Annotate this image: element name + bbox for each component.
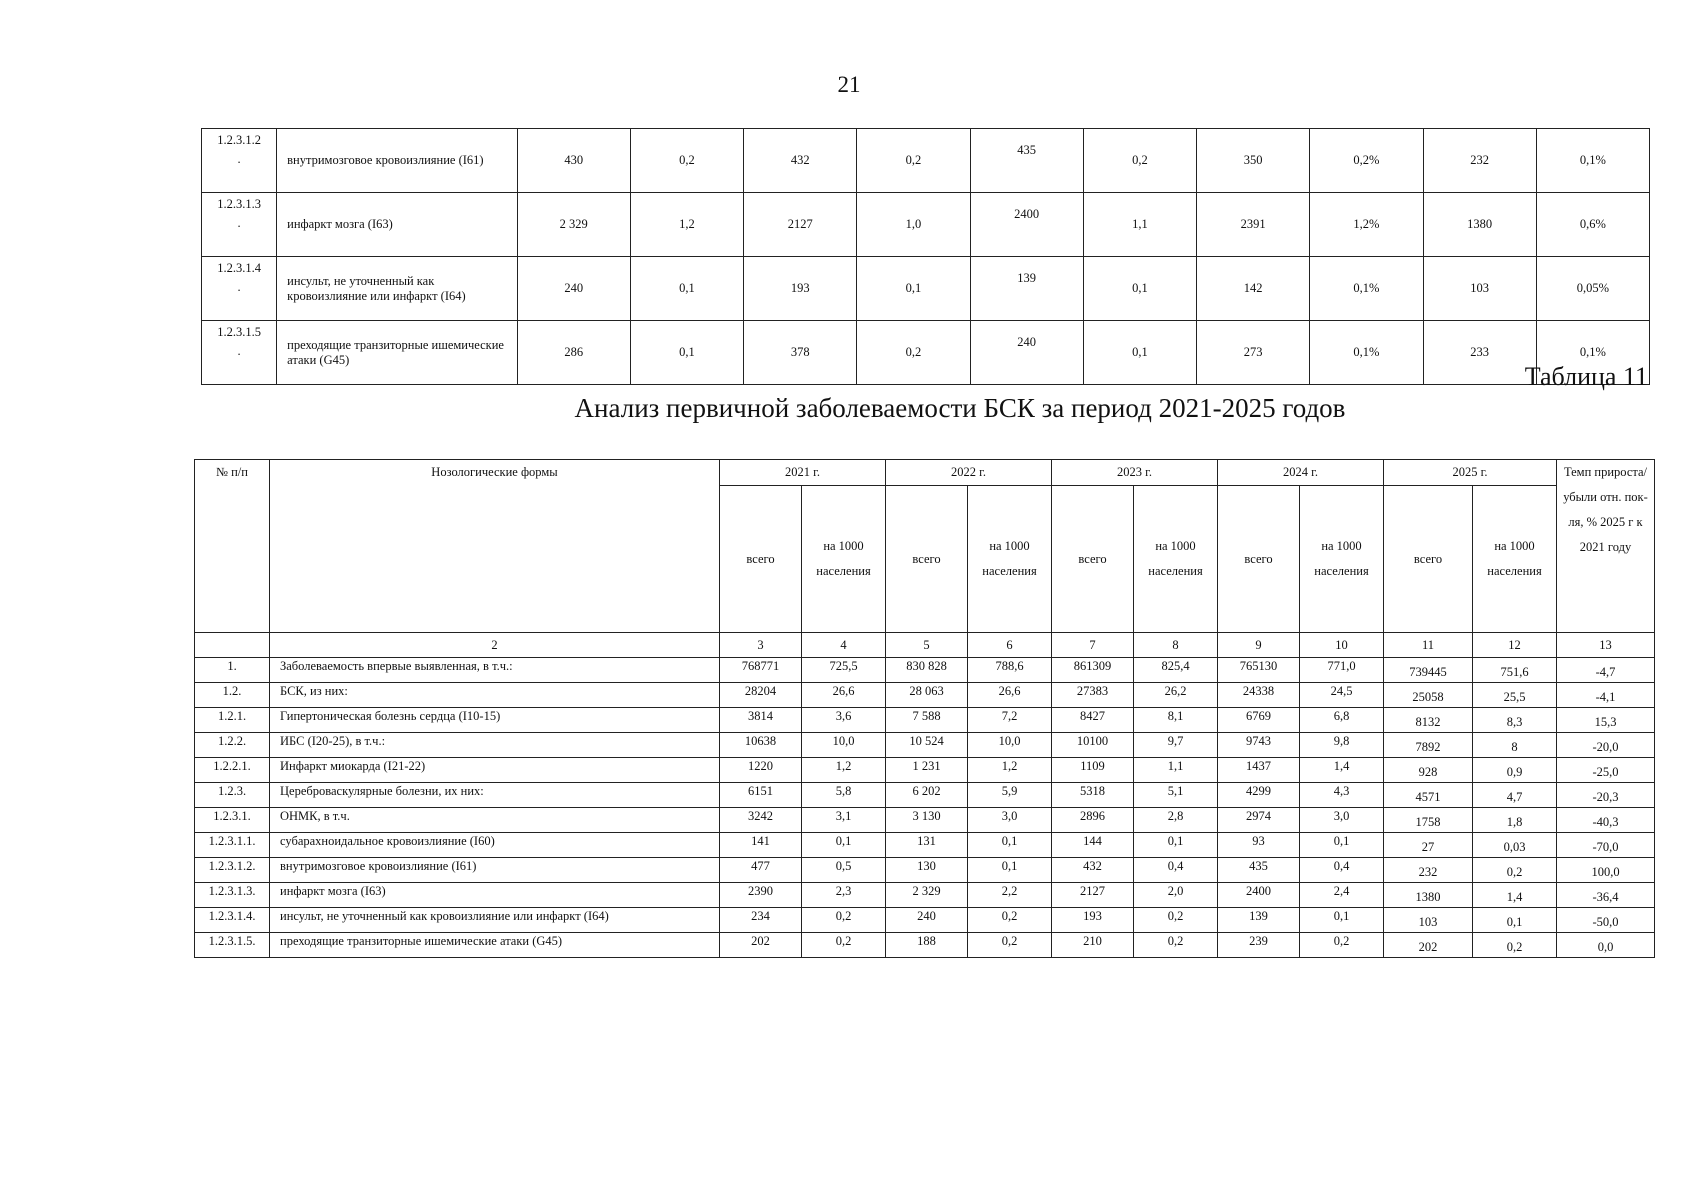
row-code: 1.2.1.: [195, 708, 270, 733]
row-value: 0,1: [857, 257, 970, 321]
column-number: 10: [1300, 633, 1384, 658]
row-value: 3,1: [802, 808, 886, 833]
row-value: 1,2%: [1310, 193, 1423, 257]
row-value: 0,2: [1473, 933, 1557, 958]
row-value: 9,8: [1300, 733, 1384, 758]
row-name: инсульт, не уточненный как кровоизлияние или инфаркт (I64): [270, 908, 720, 933]
row-value: 10,0: [802, 733, 886, 758]
row-value: 0,03: [1473, 833, 1557, 858]
table-row: [195, 658, 1655, 683]
row-value: 0,1%: [1310, 257, 1423, 321]
row-value: 240: [886, 908, 968, 933]
row-value: 1,2: [630, 193, 743, 257]
row-value: 861309: [1052, 658, 1134, 683]
row-value: 2896: [1052, 808, 1134, 833]
row-value: 25,5: [1473, 683, 1557, 708]
row-value: 0,2: [1083, 129, 1196, 193]
row-value: 3242: [720, 808, 802, 833]
row-value: 432: [1052, 858, 1134, 883]
column-number: 2: [270, 633, 720, 658]
row-value: 193: [1052, 908, 1134, 933]
row-value: 7,2: [968, 708, 1052, 733]
table-row: [202, 321, 1650, 385]
column-number: 12: [1473, 633, 1557, 658]
table-label: Таблица 11: [1524, 362, 1648, 391]
row-value: 0,2: [1134, 933, 1218, 958]
table-title: Анализ первичной заболеваемости БСК за период 2021-2025 годов: [574, 393, 1346, 423]
table-row: [202, 257, 1650, 321]
row-code: 1.2.3.1.: [195, 808, 270, 833]
row-name: инфаркт мозга (I63): [277, 193, 517, 257]
row-code: 1.2.3.1.3.: [195, 883, 270, 908]
row-value: 4,7: [1473, 783, 1557, 808]
header-year: 2022 г.: [886, 460, 1052, 486]
header-per1000: на 1000 населения: [968, 486, 1052, 633]
row-value: 2400: [970, 193, 1083, 257]
row-value: 193: [744, 257, 857, 321]
row-value: 751,6: [1473, 658, 1557, 683]
row-value: 725,5: [802, 658, 886, 683]
row-value: 0,9: [1473, 758, 1557, 783]
row-value: 103: [1423, 257, 1536, 321]
row-value: 1,0: [857, 193, 970, 257]
header-growth: Темп прироста/ убыли отн. пок-ля, % 2025 г к 2021 году: [1557, 460, 1655, 633]
row-value: 1437: [1218, 758, 1300, 783]
row-value: 1,2: [968, 758, 1052, 783]
row-value: 273: [1197, 321, 1310, 385]
row-code: 1.2.3.1.1.: [195, 833, 270, 858]
row-value: 9,7: [1134, 733, 1218, 758]
row-value: 0,1: [1300, 833, 1384, 858]
row-value: 0,1: [630, 257, 743, 321]
row-value: 130: [886, 858, 968, 883]
row-value: 10,0: [968, 733, 1052, 758]
row-value: 0,5: [802, 858, 886, 883]
row-value: 0,2: [802, 933, 886, 958]
row-value: 9743: [1218, 733, 1300, 758]
row-value: 10638: [720, 733, 802, 758]
row-value: 430: [517, 129, 630, 193]
row-value: 10 524: [886, 733, 968, 758]
row-name: БСК, из них:: [270, 683, 720, 708]
row-value: 202: [720, 933, 802, 958]
row-value: -36,4: [1557, 883, 1655, 908]
row-value: 0,2%: [1310, 129, 1423, 193]
row-code: 1.2.3.1.4 .: [202, 257, 277, 321]
row-value: 7 588: [886, 708, 968, 733]
table-row: [195, 883, 1655, 908]
row-value: 435: [970, 129, 1083, 193]
row-code: 1.2.2.1.: [195, 758, 270, 783]
row-value: 0,2: [857, 129, 970, 193]
header-per1000: на 1000 населения: [802, 486, 886, 633]
row-value: 26,6: [968, 683, 1052, 708]
header-forms: Нозологические формы: [270, 460, 720, 633]
row-value: 0,2: [1134, 908, 1218, 933]
header-per1000: на 1000 населения: [1134, 486, 1218, 633]
row-value: 232: [1384, 858, 1473, 883]
row-value: 0,4: [1300, 858, 1384, 883]
table-row: [195, 758, 1655, 783]
row-value: 7892: [1384, 733, 1473, 758]
row-value: 286: [517, 321, 630, 385]
row-value: 350: [1197, 129, 1310, 193]
row-value: 6 202: [886, 783, 968, 808]
column-number: 9: [1218, 633, 1300, 658]
row-value: 765130: [1218, 658, 1300, 683]
row-value: 2,4: [1300, 883, 1384, 908]
row-value: 0,0: [1557, 933, 1655, 958]
row-code: 1.2.3.1.5.: [195, 933, 270, 958]
row-value: 6,8: [1300, 708, 1384, 733]
row-value: 240: [970, 321, 1083, 385]
row-value: 1,4: [1300, 758, 1384, 783]
row-value: 0,1: [1134, 833, 1218, 858]
row-value: 2,3: [802, 883, 886, 908]
row-value: 15,3: [1557, 708, 1655, 733]
row-value: 1109: [1052, 758, 1134, 783]
row-value: 1380: [1423, 193, 1536, 257]
row-value: 1220: [720, 758, 802, 783]
header-per1000: на 1000 населения: [1473, 486, 1557, 633]
row-value: 0,1%: [1536, 321, 1649, 385]
row-value: 0,1%: [1310, 321, 1423, 385]
row-value: 0,1: [1083, 257, 1196, 321]
row-code: 1.2.3.1.5 .: [202, 321, 277, 385]
header-total: всего: [1384, 486, 1473, 633]
row-value: 477: [720, 858, 802, 883]
column-number: 8: [1134, 633, 1218, 658]
row-value: -20,0: [1557, 733, 1655, 758]
continuation-table: [201, 128, 1650, 385]
row-value: 0,2: [1473, 858, 1557, 883]
row-value: -4,7: [1557, 658, 1655, 683]
page-number: 21: [837, 72, 861, 97]
row-value: 144: [1052, 833, 1134, 858]
row-value: 142: [1197, 257, 1310, 321]
row-code: 1.2.3.1.2 .: [202, 129, 277, 193]
row-value: 5,9: [968, 783, 1052, 808]
table-row: [202, 129, 1650, 193]
row-name: ОНМК, в т.ч.: [270, 808, 720, 833]
row-value: 139: [1218, 908, 1300, 933]
header-year: 2025 г.: [1384, 460, 1557, 486]
row-value: 830 828: [886, 658, 968, 683]
column-number: 7: [1052, 633, 1134, 658]
row-value: 8132: [1384, 708, 1473, 733]
row-name: инсульт, не уточненный как кровоизлияние или инфаркт (I64): [277, 257, 517, 321]
row-value: 0,2: [802, 908, 886, 933]
row-value: 0,1: [1300, 908, 1384, 933]
table-row: [195, 733, 1655, 758]
row-value: 0,1: [802, 833, 886, 858]
row-value: 4,3: [1300, 783, 1384, 808]
column-number: 4: [802, 633, 886, 658]
table-row: [195, 908, 1655, 933]
row-value: 93: [1218, 833, 1300, 858]
row-value: 1,4: [1473, 883, 1557, 908]
table-row: [195, 708, 1655, 733]
row-value: 771,0: [1300, 658, 1384, 683]
row-value: 1 231: [886, 758, 968, 783]
row-value: 210: [1052, 933, 1134, 958]
row-value: 378: [744, 321, 857, 385]
table-row: [195, 858, 1655, 883]
row-name: инфаркт мозга (I63): [270, 883, 720, 908]
row-value: 8,3: [1473, 708, 1557, 733]
row-name: Инфаркт миокарда (I21-22): [270, 758, 720, 783]
row-value: 0,1%: [1536, 129, 1649, 193]
row-value: 928: [1384, 758, 1473, 783]
row-code: 1.2.3.1.4.: [195, 908, 270, 933]
row-value: 240: [517, 257, 630, 321]
row-value: 0,2: [968, 908, 1052, 933]
row-value: 141: [720, 833, 802, 858]
row-value: 6151: [720, 783, 802, 808]
row-value: 239: [1218, 933, 1300, 958]
row-value: -20,3: [1557, 783, 1655, 808]
row-value: 5,1: [1134, 783, 1218, 808]
header-num: № п/п: [195, 460, 270, 633]
column-numbers-row: [195, 633, 1655, 658]
header-year: 2021 г.: [720, 460, 886, 486]
row-value: 2974: [1218, 808, 1300, 833]
row-name: внутримозговое кровоизлияние (I61): [277, 129, 517, 193]
row-value: 2 329: [886, 883, 968, 908]
row-value: 1380: [1384, 883, 1473, 908]
row-code: 1.2.: [195, 683, 270, 708]
row-value: 234: [720, 908, 802, 933]
row-value: 8427: [1052, 708, 1134, 733]
row-value: 233: [1423, 321, 1536, 385]
row-value: 0,1: [968, 833, 1052, 858]
row-value: 6769: [1218, 708, 1300, 733]
row-value: -70,0: [1557, 833, 1655, 858]
row-code: 1.2.3.1.3 .: [202, 193, 277, 257]
row-code: 1.: [195, 658, 270, 683]
row-value: 188: [886, 933, 968, 958]
row-value: 2,0: [1134, 883, 1218, 908]
table-row: [195, 933, 1655, 958]
row-value: 739445: [1384, 658, 1473, 683]
row-name: ИБС (I20-25), в т.ч.:: [270, 733, 720, 758]
row-value: 0,6%: [1536, 193, 1649, 257]
row-value: 8: [1473, 733, 1557, 758]
row-name: преходящие транзиторные ишемические атаки (G45): [277, 321, 517, 385]
row-value: 3814: [720, 708, 802, 733]
row-name: внутримозговое кровоизлияние (I61): [270, 858, 720, 883]
row-value: 5318: [1052, 783, 1134, 808]
row-value: 432: [744, 129, 857, 193]
table-row: [195, 783, 1655, 808]
row-name: преходящие транзиторные ишемические атаки (G45): [270, 933, 720, 958]
row-value: 0,1: [1473, 908, 1557, 933]
row-value: 139: [970, 257, 1083, 321]
row-value: 1,8: [1473, 808, 1557, 833]
row-name: Гипертоническая болезнь сердца (I10-15): [270, 708, 720, 733]
row-value: 24338: [1218, 683, 1300, 708]
row-value: 825,4: [1134, 658, 1218, 683]
row-value: 3,0: [1300, 808, 1384, 833]
row-value: 435: [1218, 858, 1300, 883]
morbidity-table: [194, 459, 1655, 958]
row-value: 788,6: [968, 658, 1052, 683]
row-value: 2127: [1052, 883, 1134, 908]
row-name: Цереброваскулярные болезни, их них:: [270, 783, 720, 808]
row-value: -25,0: [1557, 758, 1655, 783]
header-per1000: на 1000 населения: [1300, 486, 1384, 633]
row-value: 28204: [720, 683, 802, 708]
row-value: -4,1: [1557, 683, 1655, 708]
row-value: 0,2: [857, 321, 970, 385]
row-value: 1,1: [1083, 193, 1196, 257]
row-value: -50,0: [1557, 908, 1655, 933]
row-value: 0,4: [1134, 858, 1218, 883]
row-value: 202: [1384, 933, 1473, 958]
row-value: 2400: [1218, 883, 1300, 908]
row-value: 103: [1384, 908, 1473, 933]
table-row: [195, 833, 1655, 858]
row-value: 3,6: [802, 708, 886, 733]
row-code: 1.2.2.: [195, 733, 270, 758]
row-value: 131: [886, 833, 968, 858]
row-name: Заболеваемость впервые выявленная, в т.ч.:: [270, 658, 720, 683]
row-value: 0,1: [968, 858, 1052, 883]
column-number: 13: [1557, 633, 1655, 658]
row-value: 27383: [1052, 683, 1134, 708]
column-number: 11: [1384, 633, 1473, 658]
column-number: 6: [968, 633, 1052, 658]
header-total: всего: [886, 486, 968, 633]
table-row: [202, 193, 1650, 257]
row-value: 1758: [1384, 808, 1473, 833]
header-year: 2024 г.: [1218, 460, 1384, 486]
header-total: всего: [720, 486, 802, 633]
row-value: 0,05%: [1536, 257, 1649, 321]
column-number: 3: [720, 633, 802, 658]
row-value: 2391: [1197, 193, 1310, 257]
row-value: 28 063: [886, 683, 968, 708]
row-value: 100,0: [1557, 858, 1655, 883]
row-value: 0,2: [630, 129, 743, 193]
header-year: 2023 г.: [1052, 460, 1218, 486]
row-value: 27: [1384, 833, 1473, 858]
row-value: 2 329: [517, 193, 630, 257]
row-value: 3,0: [968, 808, 1052, 833]
row-value: 10100: [1052, 733, 1134, 758]
row-value: 4299: [1218, 783, 1300, 808]
row-value: 768771: [720, 658, 802, 683]
row-value: 24,5: [1300, 683, 1384, 708]
column-number: [195, 633, 270, 658]
row-value: 2,2: [968, 883, 1052, 908]
row-value: 1,1: [1134, 758, 1218, 783]
header-total: всего: [1218, 486, 1300, 633]
column-number: 5: [886, 633, 968, 658]
row-value: 0,1: [1083, 321, 1196, 385]
row-name: субарахноидальное кровоизлияние (I60): [270, 833, 720, 858]
table-row: [195, 808, 1655, 833]
row-value: 0,1: [630, 321, 743, 385]
row-value: -40,3: [1557, 808, 1655, 833]
row-value: 2390: [720, 883, 802, 908]
row-value: 3 130: [886, 808, 968, 833]
row-code: 1.2.3.: [195, 783, 270, 808]
row-value: 232: [1423, 129, 1536, 193]
row-value: 26,2: [1134, 683, 1218, 708]
row-value: 8,1: [1134, 708, 1218, 733]
row-code: 1.2.3.1.2.: [195, 858, 270, 883]
row-value: 25058: [1384, 683, 1473, 708]
table-row: [195, 683, 1655, 708]
row-value: 2,8: [1134, 808, 1218, 833]
header-total: всего: [1052, 486, 1134, 633]
row-value: 0,2: [1300, 933, 1384, 958]
row-value: 4571: [1384, 783, 1473, 808]
row-value: 26,6: [802, 683, 886, 708]
row-value: 1,2: [802, 758, 886, 783]
row-value: 0,2: [968, 933, 1052, 958]
row-value: 5,8: [802, 783, 886, 808]
row-value: 2127: [744, 193, 857, 257]
